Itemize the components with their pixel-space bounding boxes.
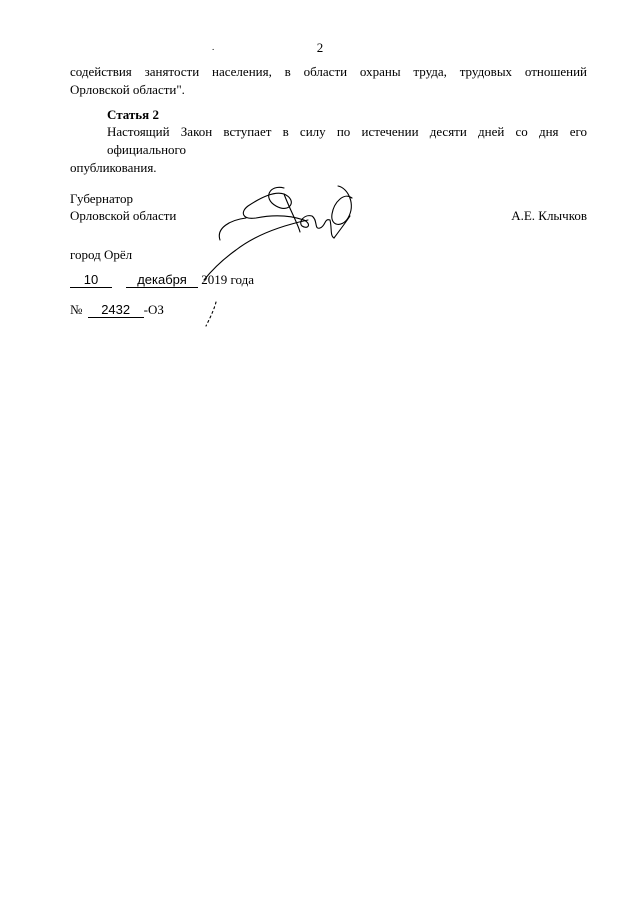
governor-title <box>70 190 176 224</box>
page-number: 2 <box>316 40 324 55</box>
article-2-line-1: Настоящий Закон вступает в силу по истечении десяти дней со дня его официального <box>107 124 587 157</box>
law-number-suffix: -ОЗ <box>143 302 164 317</box>
date-day-field: 10 <box>70 273 112 288</box>
continuation-paragraph <box>70 63 587 99</box>
governor-title-line-1: Губернатор <box>70 191 133 206</box>
handwritten-signature <box>180 180 360 330</box>
continuation-line-1: содействия занятости населения, в области охраны труда, трудовых отношений <box>70 64 587 79</box>
date-month-field: декабря <box>126 273 198 288</box>
date-year-text: 2019 года <box>201 272 255 287</box>
law-number-line <box>70 302 164 318</box>
governor-name: А.Е. Клычков <box>511 208 587 223</box>
governor-title-line-2: Орловской области <box>70 208 177 223</box>
article-2-text <box>70 123 587 177</box>
continuation-line-2: Орловской области". <box>70 82 185 97</box>
number-sign: № <box>70 302 83 317</box>
scan-dot-mark: . <box>212 42 215 52</box>
article-2-heading: Статья 2 <box>107 107 159 122</box>
law-number-field: 2432 <box>88 303 144 318</box>
adoption-date <box>70 272 254 290</box>
city-label: город Орёл <box>70 247 133 262</box>
article-2-line-2: опубликования. <box>70 160 157 175</box>
